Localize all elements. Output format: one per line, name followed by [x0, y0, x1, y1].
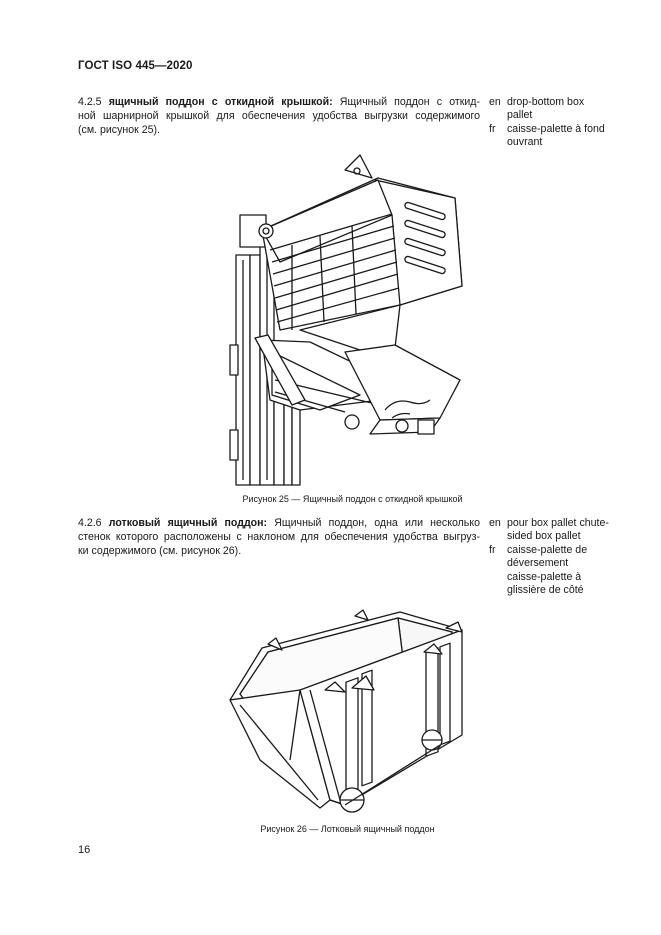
lang-code: en	[489, 96, 501, 108]
figure-25-caption: Рисунок 25 — Ящичный поддон с откидной крышкой	[242, 494, 463, 504]
equivalent-text: caisse-palette à	[507, 570, 582, 583]
term-name: лотковый ящичный поддон:	[108, 517, 268, 529]
lang-code: fr	[489, 543, 496, 556]
term-line-3: (см. рисунок 25).	[78, 124, 160, 137]
equivalent-text: caisse-palette à fond	[507, 122, 605, 135]
term-line-2: стенок которого расположены с наклоном для обеспечения удобства выгруз-	[78, 531, 480, 544]
box-pallet-body	[259, 155, 462, 330]
equivalent-text: pour box pallet chute-	[507, 517, 609, 529]
lang-code: fr	[489, 122, 496, 135]
forklift-carriage	[255, 335, 385, 412]
equivalent-text: glissière de côté	[507, 584, 584, 597]
term-definition-part: Ящичный поддон, одна или несколько	[274, 517, 480, 529]
term-entry-pour-box	[78, 516, 480, 559]
term-equivalents	[489, 96, 629, 150]
term-name: ящичный поддон с откидной крышкой:	[108, 96, 333, 108]
equivalent-text: déversement	[507, 557, 569, 570]
lang-code: en	[489, 517, 501, 529]
equivalent-en	[489, 517, 629, 544]
term-number: 4.2.6	[78, 517, 102, 529]
drop-bottom-lid	[300, 305, 460, 434]
equivalent-text: sided box pallet	[507, 530, 581, 543]
pour-box-frame	[230, 610, 462, 812]
term-line-1	[78, 95, 480, 109]
forklift-mast	[230, 215, 300, 485]
page-number: 16	[78, 844, 91, 856]
equivalent-text: pallet	[507, 109, 533, 122]
term-equivalents	[489, 517, 629, 597]
equivalent-text: caisse-palette de	[507, 543, 588, 556]
term-line-2: ной шарнирной крышкой для обеспечения удобства выгрузки содержимого	[78, 110, 480, 123]
document-header: ГОСТ ISO 445—2020	[78, 60, 193, 72]
equivalent-fr	[489, 544, 629, 598]
figure-26-caption: Рисунок 26 — Лотковый ящичный поддон	[260, 824, 435, 834]
equivalent-fr	[489, 123, 629, 150]
equivalent-en	[489, 96, 629, 123]
term-entry-drop-bottom	[78, 95, 480, 138]
term-line-1	[78, 516, 480, 530]
equivalent-text: ouvrant	[507, 136, 543, 149]
term-line-3: ки содержимого (см. рисунок 26).	[78, 545, 242, 558]
equivalent-text: drop-bottom box	[507, 96, 585, 108]
term-definition-part: Ящичный поддон с откид-	[339, 96, 480, 108]
term-number: 4.2.5	[78, 96, 102, 108]
